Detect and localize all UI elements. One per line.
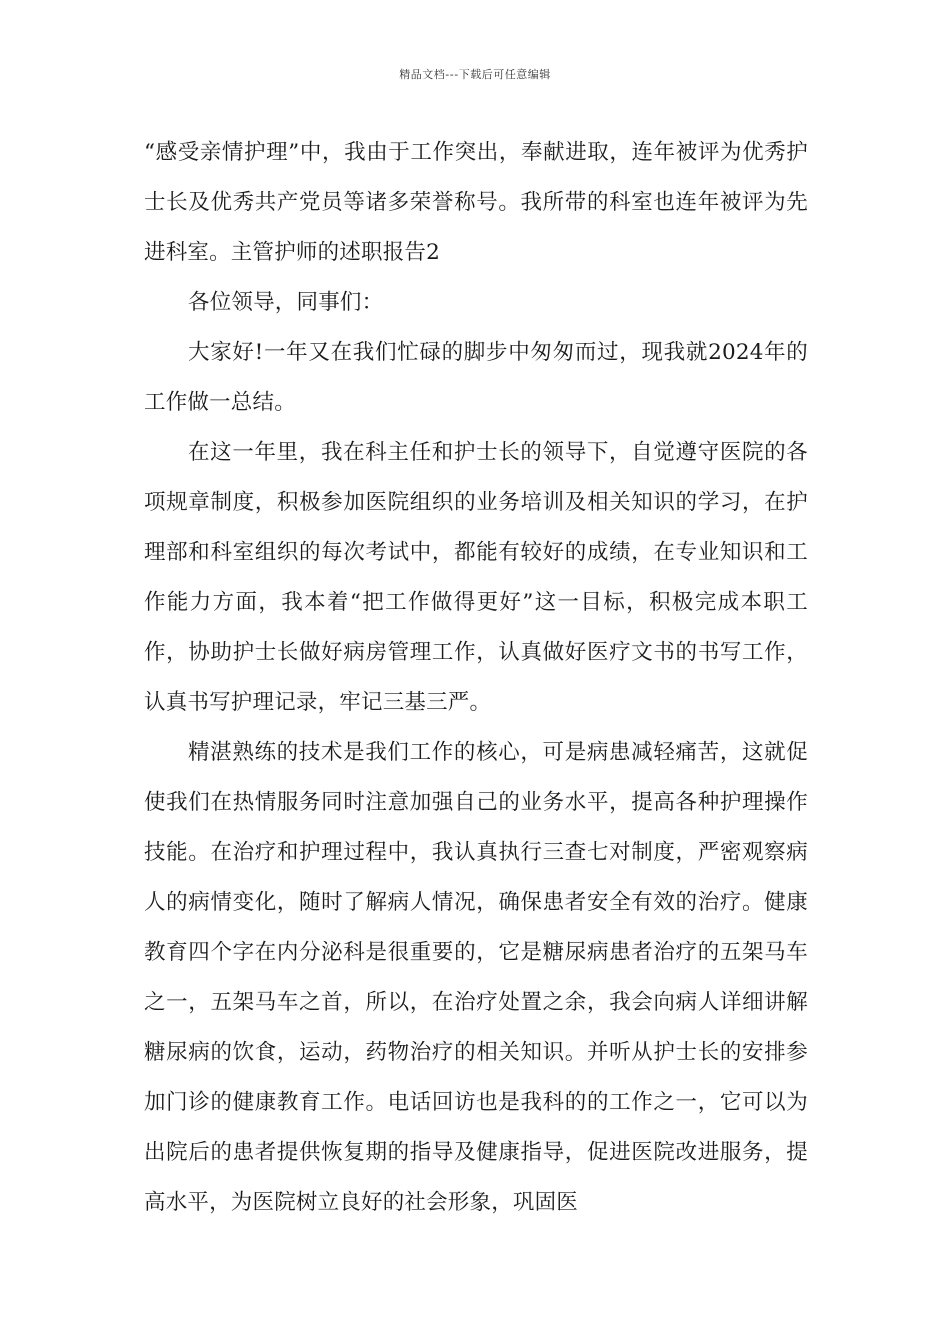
document-body bbox=[144, 128, 808, 1228]
paragraph-greeting: 大家好!一年又在我们忙碌的脚步中匆匆而过，现我就2024年的工作做一总结。 bbox=[144, 340, 808, 415]
page-header: 精品文档---下载后可任意编辑 bbox=[399, 68, 551, 81]
paragraph-technical-skills: 精湛熟练的技术是我们工作的核心，可是病患减轻痛苦，这就促使我们在热情服务同时注意加强自己的业务水平，提高各种护理操作技能。在治疗和护理过程中，我认真执行三查七对制度，严密观察病人的病情变化，随时了解病人情况，确保患者安全有效的治疗。健康教育四个字在内分泌科是很重要的，它是糖尿病患者治疗的五架马车之一，五架马车之首，所以，在治疗处置之余，我会向病人详细讲解糖尿病的饮食，运动，药物治疗的相关知识。并听从护士长的安排参加门诊的健康教育工作。电话回访也是我科的的工作之一，它可以为出院后的患者提供恢复期的指导及健康指导，促进医院改进服务，提高水平，为医院树立良好的社会形象，巩固医 bbox=[144, 740, 808, 1215]
paragraph-salutation: 各位领导，同事们： bbox=[188, 290, 384, 315]
paragraph-work-summary: 在这一年里，我在科主任和护士长的领导下，自觉遵守医院的各项规章制度，积极参加医院组织的业务培训及相关知识的学习，在护理部和科室组织的每次考试中，都能有较好的成绩，在专业知识和工作能力方面，我本着“把工作做得更好”这一目标，积极完成本职工作，协助护士长做好病房管理工作，认真做好医疗文书的书写工作，认真书写护理记录，牢记三基三严。 bbox=[144, 440, 808, 715]
paragraph-continuation: “感受亲情护理”中，我由于工作突出，奉献进取，连年被评为优秀护士长及优秀共产党员等诸多荣誉称号。我所带的科室也连年被评为先进科室。主管护师的述职报告2 bbox=[144, 140, 808, 265]
